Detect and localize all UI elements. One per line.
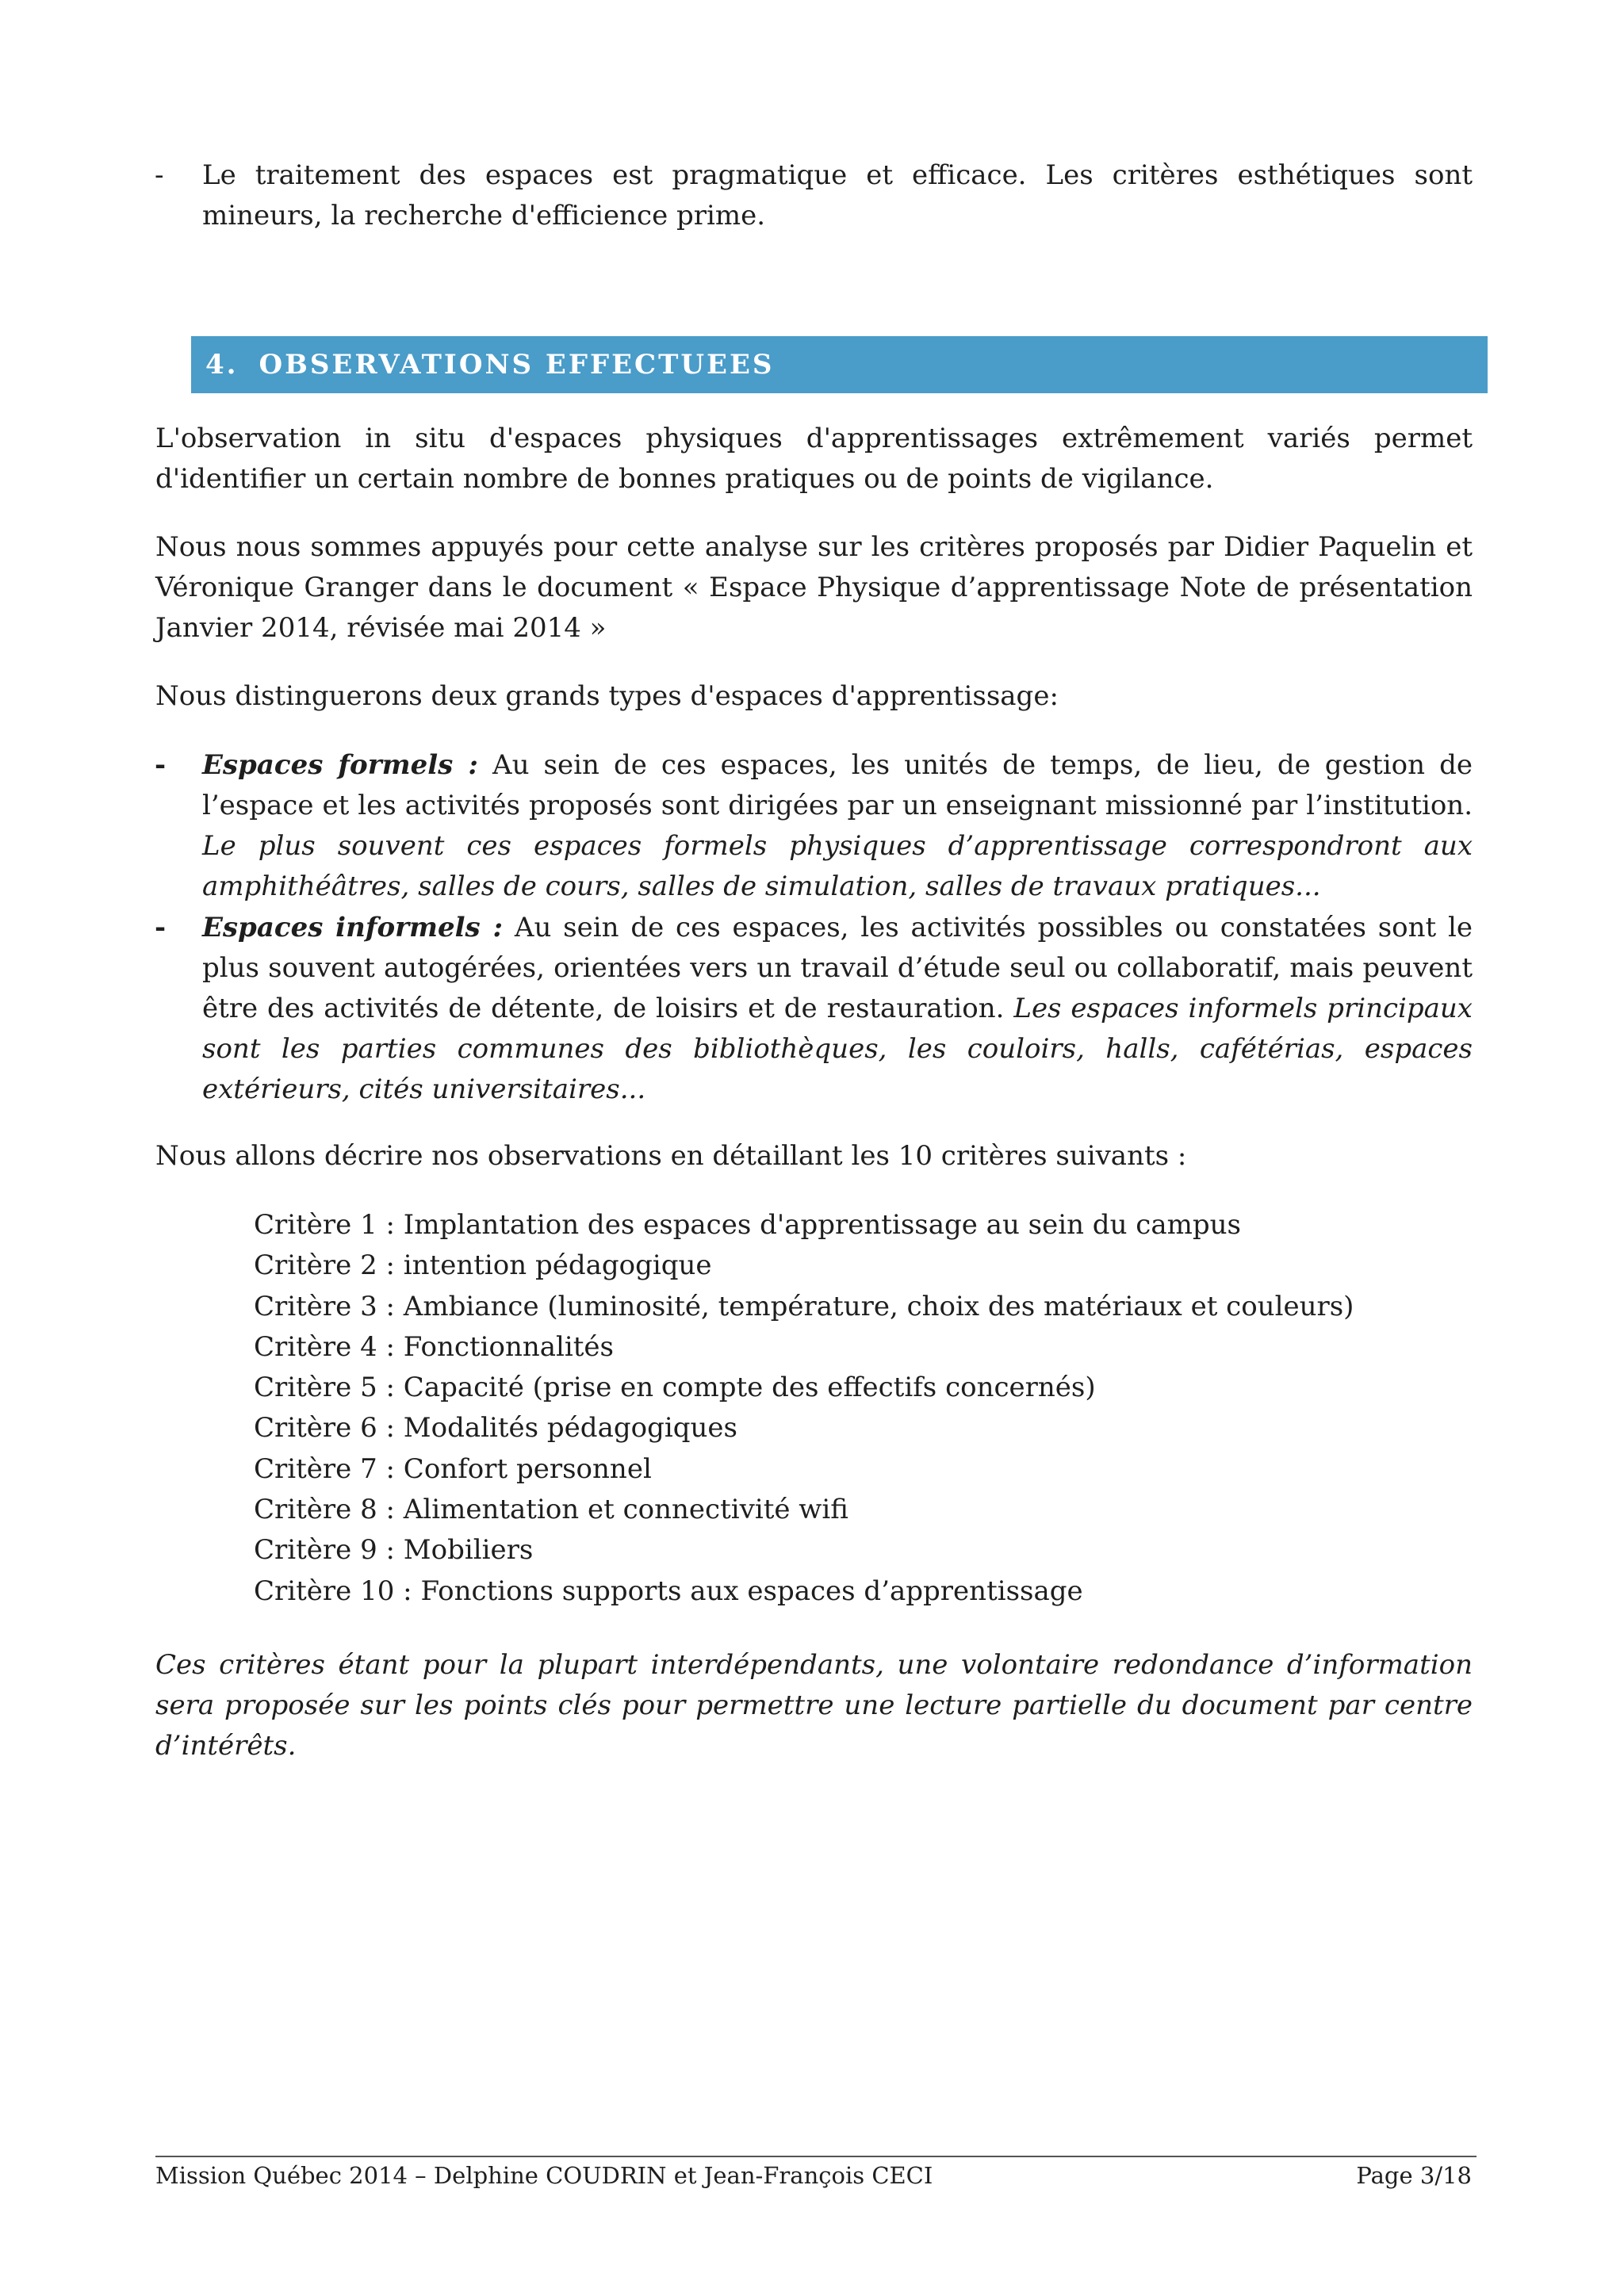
list-item-formal-spaces [155,745,1473,907]
criteria-item: Critère 8 : Alimentation et connectivité wifi [254,1494,848,1526]
footer-authors: Mission Québec 2014 – Delphine COUDRIN et Jean-François CECI [155,2162,933,2189]
formal-spaces-examples: Le plus souvent ces espaces formels physiques d’apprentissage correspondront aux amphithéâtres, salles de cours, salles de simulation, salles de travaux pratiques... [202,830,1473,902]
criteria-intro-paragraph: Nous allons décrire nos observations en détaillant les 10 critères suivants : [155,1140,1187,1172]
list-item-informal-spaces [155,908,1473,1110]
criteria-item: Critère 7 : Confort personnel [254,1452,652,1485]
types-intro-paragraph: Nous distinguerons deux grands types d'espaces d'apprentissage: [155,680,1059,712]
criteria-item: Critère 5 : Capacité (prise en compte des effectifs concernés) [254,1372,1096,1404]
criteria-item: Critère 2 : intention pédagogique [254,1249,712,1282]
section-number: 4. [205,349,239,381]
conclusion-text: Ces critères étant pour la plupart interdépendants, une volontaire redondance d’information sera proposée sur les points clés pour permettre une lecture partielle du document par centre d’intérêts. [155,1649,1473,1762]
section-header [191,336,1488,393]
bullet-dash: - [155,749,167,781]
intro-paragraph: L'observation in situ d'espaces physiques d'apprentissages extrêmement variés permet d'identifier un certain nombre de bonnes pratiques ou de points de vigilance. [155,423,1473,495]
formal-spaces-description: Au sein de ces espaces, les unités de temps, de lieu, de gestion de l’espace et les activités proposés sont dirigées par un enseignant missionné par l’institution. [202,749,1473,821]
criteria-item: Critère 6 : Modalités pédagogiques [254,1412,737,1445]
conclusion-paragraph [155,1645,1473,1766]
top-bullet-text: Le traitement des espaces est pragmatique et efficace. Les critères esthétiques sont mineurs, la recherche d'efficience prime. [202,159,1473,232]
top-bullet-item [155,155,1473,236]
criteria-item: Critère 9 : Mobiliers [254,1534,534,1567]
informal-spaces-description: Au sein de ces espaces, les activités possibles ou constatées sont le plus souvent autogérées, orientées vers un travail d’étude seul ou collaboratif, mais peuvent être des activités de détente, de loisirs et de restauration. [202,912,1473,1024]
term-formal-spaces: Espaces formels : [202,749,478,781]
section-title: OBSERVATIONS EFFECTUEES [259,349,775,381]
sources-paragraph: Nous nous sommes appuyés pour cette analyse sur les critères proposés par Didier Paquelin et Véronique Granger dans le document « Espace Physique d’apprentissage Note de présentation Janvier 2014, révisée mai 2014 » [155,531,1473,644]
criteria-item: Critère 4 : Fonctionnalités [254,1330,615,1363]
criteria-item: Critère 3 : Ambiance (luminosité, température, choix des matériaux et couleurs) [254,1290,1354,1322]
term-informal-spaces: Espaces informels : [202,912,504,943]
footer-divider [155,2156,1477,2157]
bullet-dash: - [155,159,164,191]
criteria-item: Critère 1 : Implantation des espaces d'apprentissage au sein du campus [254,1209,1241,1241]
informal-spaces-examples: Les espaces informels principaux sont les parties communes des bibliothèques, les couloirs, halls, cafétérias, espaces extérieurs, cités universitaires... [202,993,1473,1105]
criteria-item: Critère 10 : Fonctions supports aux espaces d’apprentissage [254,1575,1083,1607]
criteria-list [254,1205,1354,1612]
bullet-dash: - [155,912,167,943]
page-number: Page 3/18 [1356,2162,1472,2189]
